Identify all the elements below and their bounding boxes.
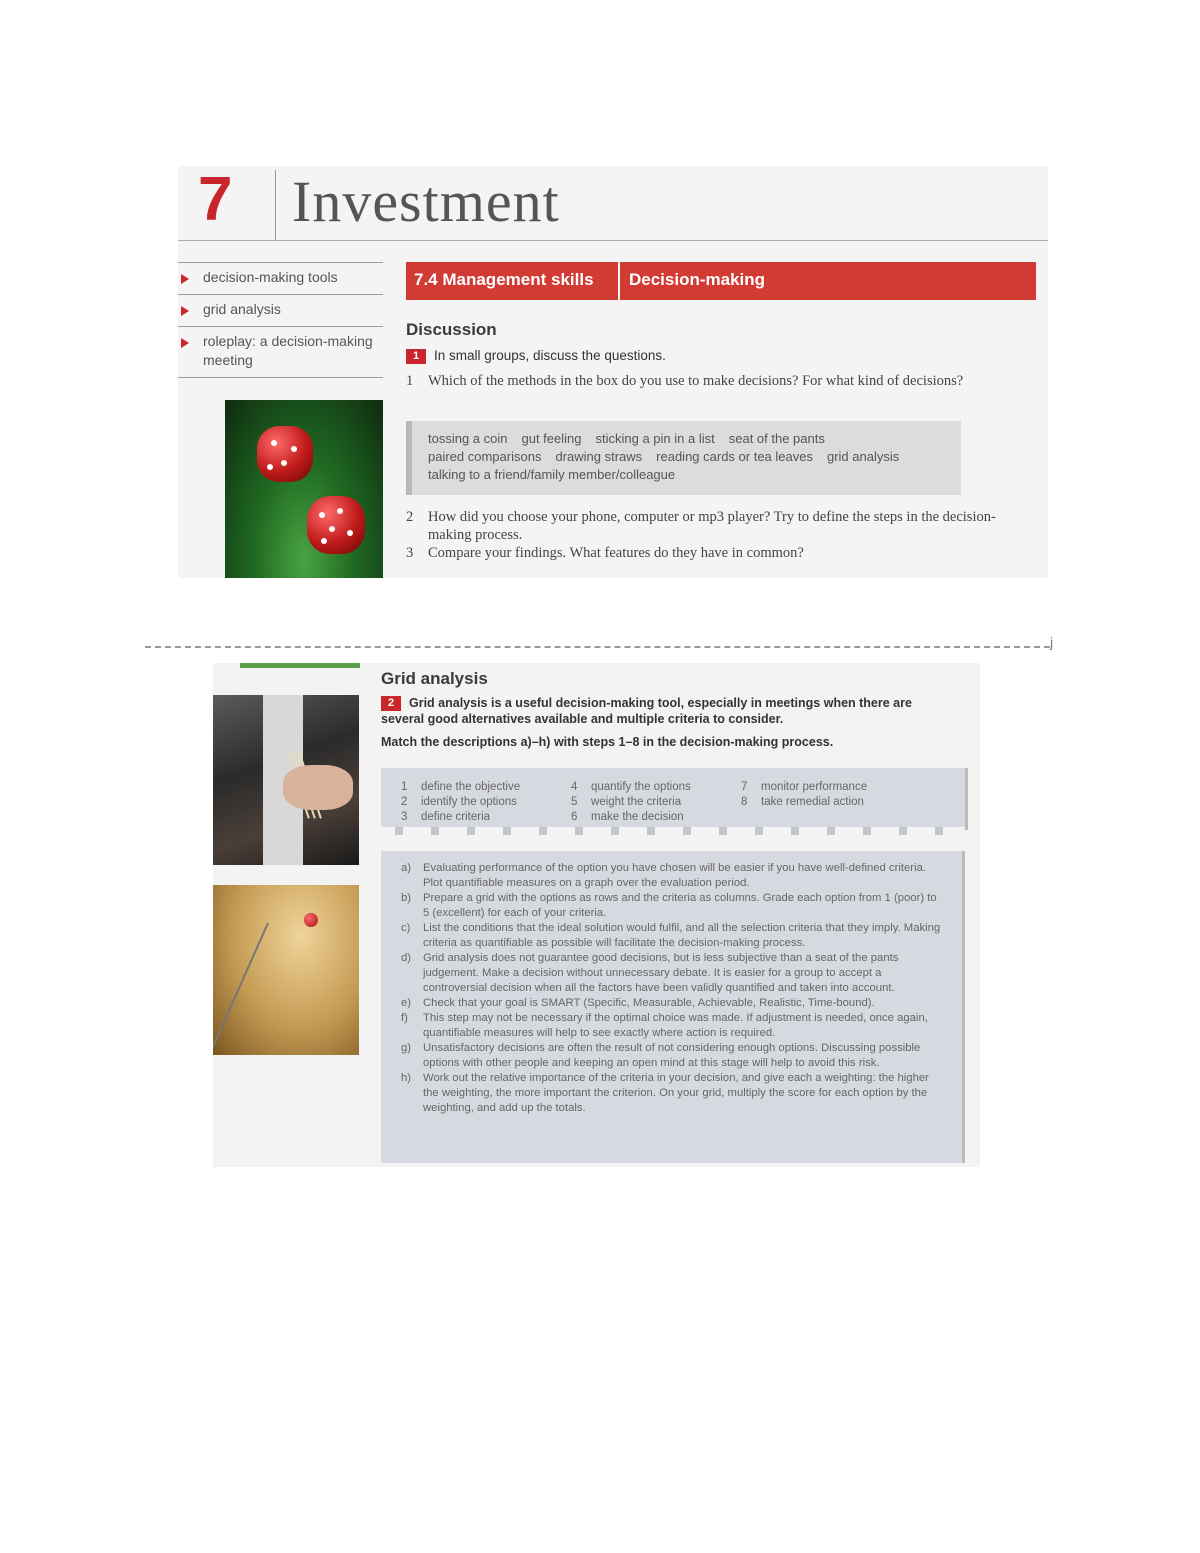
step-item: 3 define criteria <box>401 811 491 823</box>
methods-line: talking to a friend/family member/colleague <box>428 467 676 482</box>
torn-edge <box>381 827 965 835</box>
step-item: 4 quantify the options <box>571 781 691 793</box>
title-rule <box>178 240 1048 241</box>
exercise-2-intro: 2 Grid analysis is a useful decision-making tool, especially in meetings when there are several good alternatives available and multiple criteria to consider. <box>381 696 912 726</box>
step-item: 7 monitor performance <box>741 781 868 793</box>
match-instruction: Match the descriptions a)–h) with steps 1–8 in the decision-making process. <box>381 735 834 749</box>
green-accent-bar <box>240 663 360 668</box>
exercise-number-badge: 1 <box>406 349 426 364</box>
grid-analysis-heading: Grid analysis <box>381 669 488 688</box>
step-item: 8 take remedial action <box>741 796 864 808</box>
triangle-bullet-icon <box>181 338 189 348</box>
banner-divider <box>618 262 620 300</box>
description-item: g) Unsatisfactory decisions are often the result of not considering enough options. Discussing possible options with other people and keeping an open mind at this stage will help to avoid this risk. <box>401 1042 921 1069</box>
objective-item: grid analysis <box>178 294 383 326</box>
objectives-list <box>178 262 383 378</box>
description-item: b) Prepare a grid with the options as rows and the criteria as columns. Grade each option from 1 (poor) to 5 (excellent) for each of your criteria. <box>401 892 937 919</box>
discussion-heading: Discussion <box>406 320 497 339</box>
steps-column <box>741 780 867 810</box>
exercise-number-badge: 2 <box>381 696 401 711</box>
section-topic: Decision-making <box>629 270 766 289</box>
methods-box <box>406 421 961 495</box>
unit-title: Investment <box>292 169 560 234</box>
step-item: 2 identify the options <box>401 796 517 808</box>
question-item: 1 Which of the methods in the box do you use to make decisions? For what kind of decisions? <box>406 373 964 389</box>
description-item: e) Check that your goal is SMART (Specific, Measurable, Achievable, Realistic, Time-bound). <box>401 997 875 1009</box>
methods-line: paired comparisons drawing straws reading cards or tea leaves grid analysis <box>428 449 900 464</box>
question-item: 3 Compare your findings. What features do they have in common? <box>406 545 804 561</box>
triangle-bullet-icon <box>181 306 189 316</box>
triangle-bullet-icon <box>181 274 189 284</box>
die-icon <box>257 426 313 482</box>
description-item: d) Grid analysis does not guarantee good decisions, but is less subjective than a seat of the pants judgement. Make a decision without unnecessary debate. It is easier for a group to accept a controversial decision when all the factors have been validly quantified and taken into account. <box>401 952 899 994</box>
exercise-1-instruction: 1 In small groups, discuss the questions. <box>406 348 666 364</box>
page-separator <box>145 646 1050 648</box>
step-item: 6 make the decision <box>571 811 684 823</box>
step-item: 1 define the objective <box>401 781 521 793</box>
separator-mark: j <box>1050 634 1054 650</box>
unit-opening-page <box>178 166 1048 578</box>
methods-line: tossing a coin gut feeling sticking a pin in a list seat of the pants <box>428 431 825 446</box>
grid-analysis-page <box>213 663 980 1167</box>
section-banner <box>406 262 1036 300</box>
section-label: 7.4 Management skills <box>414 270 594 289</box>
description-item: c) List the conditions that the ideal solution would fulfil, and all the selection criteria that they imply. Making criteria as quantifiable as possible will facilitate the decision-making process. <box>401 922 941 949</box>
dice-photo <box>225 400 383 578</box>
step-item: 5 weight the criteria <box>571 796 682 808</box>
descriptions-box <box>381 851 965 1163</box>
description-item: h) Work out the relative importance of the criteria in your decision, and give each a weighting: the higher the weighting, the more important the criterion. On your grid, multiply the score for each option by the weighting, and add up the totals. <box>401 1072 929 1114</box>
unit-number: 7 <box>198 165 233 234</box>
die-icon <box>307 496 365 554</box>
question-item: 2 How did you choose your phone, computer or mp3 player? Try to define the steps in the decision-making process. <box>406 509 996 543</box>
pin-in-list-photo <box>213 885 359 1055</box>
title-divider <box>275 170 276 240</box>
description-item: a) Evaluating performance of the option you have chosen will be easier if you have well-defined criteria. Plot quantifiable measures on a graph over the evaluation period. <box>401 862 926 889</box>
steps-box <box>381 768 968 830</box>
description-item: f) This step may not be necessary if the optimal choice was made. If adjustment is needed, once again, quantifiable measures will help to see exactly where action is required. <box>401 1012 928 1039</box>
steps-column <box>401 780 520 825</box>
objective-item: decision-making tools <box>178 262 383 294</box>
drawing-straws-photo <box>213 695 359 865</box>
pin-icon <box>304 913 318 927</box>
steps-column <box>571 780 691 825</box>
objective-item: roleplay: a decision-making meeting <box>178 326 383 378</box>
